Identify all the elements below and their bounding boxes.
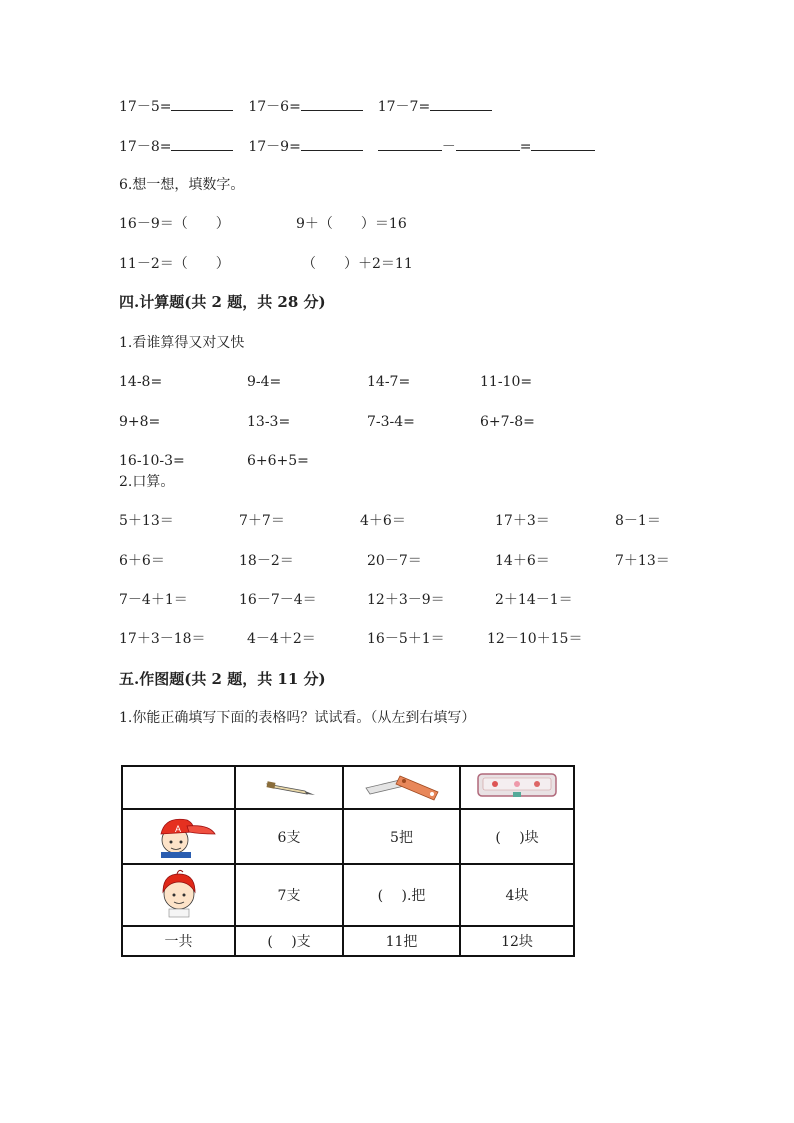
oral-calc-item: 12－10＋15＝ <box>487 631 583 647</box>
expr: 17－7= <box>377 99 431 115</box>
fill-line-2 <box>119 136 595 157</box>
calc-item: 9-4= <box>247 374 282 390</box>
oral-calc-item: 17＋3－18＝ <box>119 631 206 647</box>
oral-calc-item: 7＋7＝ <box>239 513 285 529</box>
answer-blank[interactable] <box>171 96 233 111</box>
pencil-case-icon <box>475 770 559 802</box>
expr: 17－5= <box>119 99 172 115</box>
table-cell[interactable]: ( ).把 <box>343 864 460 926</box>
calc-item: 7-3-4= <box>367 414 415 430</box>
section5-q1-title: 1.你能正确填写下面的表格吗？试试看。（从左到右填写） <box>119 710 476 726</box>
oral-calc-item: 4＋6＝ <box>360 513 406 529</box>
red-haired-boy-icon <box>149 868 209 918</box>
fill-in-table <box>121 765 575 957</box>
calc-item: 16-10-3= <box>119 453 185 469</box>
oral-calc-item: 17＋3＝ <box>495 513 550 529</box>
oral-calc-item: 8－1＝ <box>615 513 661 529</box>
fill-line-1 <box>119 96 492 117</box>
answer-blank[interactable] <box>430 96 492 111</box>
section6-title: 6.想一想，填数字。 <box>119 177 245 193</box>
calc-item: 6+6+5= <box>247 453 309 469</box>
folding-knife-icon <box>360 768 444 804</box>
calc-item: 14-8= <box>119 374 163 390</box>
oral-calc-item: 5＋13＝ <box>119 513 174 529</box>
row-icon-cell <box>122 809 235 864</box>
oral-calc-item: 18－2＝ <box>239 553 294 569</box>
table-cell[interactable]: 4块 <box>460 864 574 926</box>
expr: 17－8= <box>119 139 172 155</box>
oral-calc-item: 16－7－4＝ <box>239 592 317 608</box>
header-cell <box>460 766 574 809</box>
section4-heading: 四.计算题(共 2 题，共 28 分) <box>119 293 326 311</box>
oral-calc-item: 14＋6＝ <box>495 553 550 569</box>
section6-expr: 16－9＝（ ） <box>119 216 230 232</box>
header-cell <box>235 766 343 809</box>
answer-blank[interactable] <box>378 136 442 151</box>
table-cell[interactable]: ( )块 <box>460 809 574 864</box>
table-cell[interactable]: 6支 <box>235 809 343 864</box>
answer-blank[interactable] <box>301 136 363 151</box>
expr: 17－9= <box>248 139 301 155</box>
calc-item: 11-10= <box>480 374 533 390</box>
svg-text:A: A <box>174 823 181 834</box>
header-cell <box>343 766 460 809</box>
oral-calc-item: 20－7＝ <box>367 553 422 569</box>
table-cell[interactable]: 5把 <box>343 809 460 864</box>
minus-sign: － <box>441 139 456 155</box>
oral-calc-item: 6＋6＝ <box>119 553 165 569</box>
equals-sign: = <box>519 139 532 155</box>
oral-calc-item: 7＋13＝ <box>615 553 670 569</box>
oral-calc-item: 12＋3－9＝ <box>367 592 445 608</box>
oral-calc-item: 7－4＋1＝ <box>119 592 188 608</box>
calc-item: 6+7-8= <box>480 414 535 430</box>
answer-blank[interactable] <box>171 136 233 151</box>
table-cell[interactable]: 11把 <box>343 926 460 956</box>
section6-expr: 11－2＝（ ） <box>119 256 230 272</box>
calc-item: 13-3= <box>247 414 291 430</box>
oral-calc-item: 16－5＋1＝ <box>367 631 445 647</box>
oral-calc-item: 4－4＋2＝ <box>247 631 316 647</box>
oral-calc-item: 2＋14－1＝ <box>495 592 573 608</box>
section6-expr: （ ）＋2＝11 <box>302 256 413 272</box>
table-cell[interactable]: 12块 <box>460 926 574 956</box>
pencil-icon <box>261 774 317 798</box>
table-cell[interactable]: 7支 <box>235 864 343 926</box>
section4-q1-title: 1.看谁算得又对又快 <box>119 335 245 351</box>
expr: 17－6= <box>248 99 301 115</box>
answer-blank[interactable] <box>531 136 595 151</box>
calc-item: 9+8= <box>119 414 161 430</box>
answer-blank[interactable] <box>301 96 363 111</box>
section4-q2-title: 2.口算。 <box>119 474 175 490</box>
row-label-cell: 一共 <box>122 926 235 956</box>
row-icon-cell <box>122 864 235 926</box>
table-corner-cell <box>122 766 235 809</box>
section6-expr: 9＋（ ）＝16 <box>296 216 407 232</box>
boy-with-cap-icon <box>137 812 221 858</box>
section5-heading: 五.作图题(共 2 题，共 11 分) <box>119 670 326 688</box>
answer-blank[interactable] <box>456 136 520 151</box>
table-cell[interactable]: ( )支 <box>235 926 343 956</box>
calc-item: 14-7= <box>367 374 411 390</box>
